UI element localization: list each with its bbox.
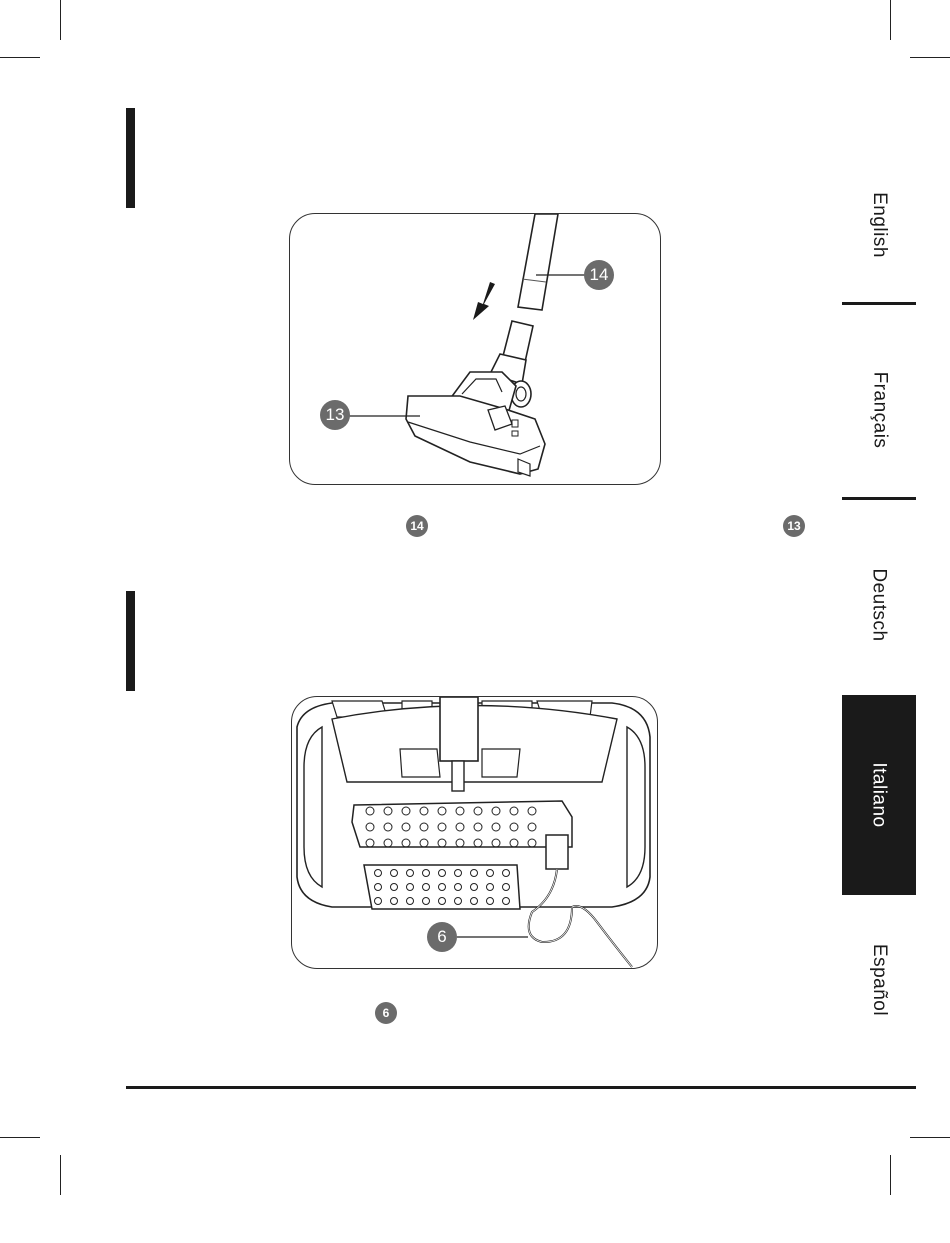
tab-separator xyxy=(842,497,916,500)
tab-espanol[interactable] xyxy=(842,910,916,1050)
crop-mark xyxy=(890,1155,891,1195)
language-tabs xyxy=(842,150,916,1050)
tab-francais[interactable] xyxy=(842,322,916,497)
tab-english[interactable] xyxy=(842,150,916,300)
section-marker-2 xyxy=(126,591,135,691)
nozzle-illustration xyxy=(290,214,660,484)
callout-tube-14: 14 xyxy=(584,260,614,290)
crop-mark xyxy=(0,1137,40,1138)
crop-mark xyxy=(910,1137,950,1138)
tab-espanol-label: Español xyxy=(868,943,890,1017)
vacuum-back-illustration xyxy=(292,697,657,968)
crop-mark xyxy=(60,1155,61,1195)
figure-nozzle-attach xyxy=(289,213,661,485)
crop-mark xyxy=(0,57,40,58)
crop-mark xyxy=(910,57,950,58)
figure-cord-release xyxy=(291,696,658,969)
crop-mark xyxy=(60,0,61,40)
caption-badge-nozzle: 13 xyxy=(783,515,805,537)
tab-italiano-label: Italiano xyxy=(869,762,890,828)
crop-mark xyxy=(890,0,891,40)
tab-deutsch[interactable] xyxy=(842,515,916,695)
caption-badge-tube: 14 xyxy=(406,515,428,537)
caption-badge-cord: 6 xyxy=(375,1002,397,1024)
tab-deutsch-label: Deutsch xyxy=(868,568,890,642)
tab-english-label: English xyxy=(868,192,890,258)
tab-separator xyxy=(842,302,916,305)
tab-francais-label: Français xyxy=(869,371,891,448)
footer-rule xyxy=(126,1086,916,1089)
section-marker-1 xyxy=(126,108,135,208)
tab-italiano[interactable] xyxy=(842,695,916,895)
callout-cord-6: 6 xyxy=(427,922,457,952)
callout-nozzle-13: 13 xyxy=(320,400,350,430)
